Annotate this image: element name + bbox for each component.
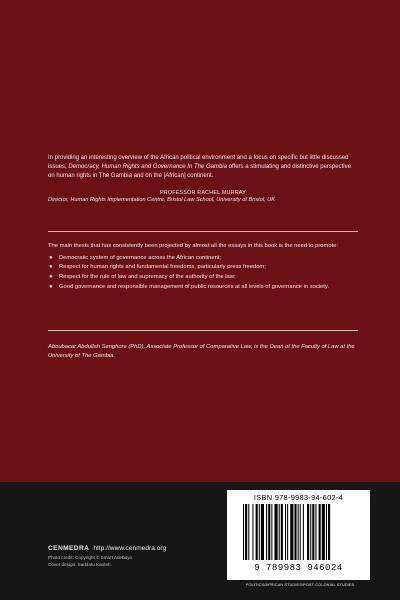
barcode-bar bbox=[290, 504, 293, 560]
barcode-bar bbox=[261, 504, 264, 560]
barcode-bar bbox=[307, 504, 309, 560]
barcode-bar bbox=[271, 504, 272, 560]
cover-credits bbox=[48, 555, 132, 568]
barcode-bar bbox=[328, 504, 330, 560]
list-item bbox=[48, 263, 358, 272]
barcode-bar bbox=[259, 504, 260, 560]
isbn-label: ISBN 978-9983-94-602-4 bbox=[253, 493, 344, 502]
barcode-bar bbox=[279, 504, 280, 560]
bullet-text: Good governance and responsible management of public resources at all levels of governance in society. bbox=[59, 283, 329, 290]
barcode-bar bbox=[256, 504, 258, 560]
barcode-bar bbox=[322, 504, 325, 560]
divider-top bbox=[48, 231, 358, 232]
barcode-bar bbox=[287, 504, 288, 560]
bullet-text: Respect for the rule of law and supremacy of the authority of the law; bbox=[59, 273, 236, 280]
barcode-bar bbox=[268, 504, 270, 560]
bullet-icon: ● bbox=[49, 264, 53, 271]
barcode-bar bbox=[243, 504, 244, 560]
barcode-bar bbox=[303, 504, 304, 560]
barcode-bar bbox=[275, 504, 278, 560]
barcode-bar bbox=[315, 504, 316, 560]
bullet-icon: ● bbox=[49, 254, 53, 261]
list-item bbox=[48, 283, 358, 292]
barcode-icon bbox=[241, 504, 356, 562]
review-text-after: offers a stimulating and distinctive perspective on human rights in The Gambia and on the [African] continent. bbox=[48, 164, 351, 179]
list-item bbox=[48, 273, 358, 282]
barcode-bar bbox=[298, 504, 299, 560]
bullet-icon: ● bbox=[49, 273, 53, 280]
barcode-bar bbox=[245, 504, 247, 560]
barcode-panel bbox=[227, 490, 370, 580]
publisher-url: http://www.cenmedra.org bbox=[93, 545, 167, 552]
publisher-name: CENMEDRA bbox=[48, 545, 90, 552]
barcode-bar bbox=[285, 504, 286, 560]
barcode-bar bbox=[294, 504, 296, 560]
barcode-bar bbox=[312, 504, 314, 560]
thesis-section bbox=[48, 242, 358, 292]
review-text bbox=[48, 154, 358, 181]
bullet-text: Democratic system of governance across the African continent; bbox=[59, 254, 222, 261]
design-credit: Cover design: Saddatu Kanteh bbox=[48, 561, 111, 567]
author-bio: Aboubacar Abdullah Senghore (PhD), Associate Professor of Comparative Law, is the Dean of the Faculty of Law at the University of The Gambia. bbox=[48, 344, 355, 359]
thesis-intro: The main thesis that has consistently been projected by almost all the essays in this book is the need to promote: bbox=[48, 243, 339, 249]
review-book-title: Democracy, Human Rights and Governance In The Gambia bbox=[68, 164, 227, 170]
barcode-bar bbox=[300, 504, 301, 560]
photo-credit: Photo credit: Copyright © Smart Adebayo bbox=[48, 555, 133, 560]
list-item bbox=[48, 254, 358, 263]
review-text-before: In providing an interesting overview of the African political environment and a focus on specific but little discussed issues, bbox=[48, 155, 349, 170]
barcode-bar bbox=[281, 504, 283, 560]
barcode-bar bbox=[266, 504, 267, 560]
barcode-bar bbox=[252, 504, 253, 560]
review-quote bbox=[48, 154, 358, 203]
thesis-bullets bbox=[48, 254, 358, 291]
bullet-text: Respect for human rights and fundamental freedoms, particularly press freedom; bbox=[59, 264, 266, 271]
barcode-bar bbox=[326, 504, 327, 560]
divider-bottom bbox=[48, 330, 358, 331]
bullet-icon: ● bbox=[49, 283, 53, 290]
subject-categories: POLITICS/AFRICAN STUDIES/POST-COLONIAL STUDIES bbox=[245, 582, 355, 587]
barcode-bar bbox=[310, 504, 311, 560]
reviewer-role: Director, Human Rights Implementation Centre, Bristol Law School, University of Bristol, UK bbox=[48, 197, 275, 203]
barcode-bar bbox=[248, 504, 249, 560]
reviewer-name: PROFESSOR RACHEL MURRAY bbox=[159, 190, 247, 196]
barcode-digits: 9 789983 946024 bbox=[254, 563, 343, 573]
barcode-bar bbox=[319, 504, 321, 560]
publisher-line bbox=[48, 545, 166, 552]
